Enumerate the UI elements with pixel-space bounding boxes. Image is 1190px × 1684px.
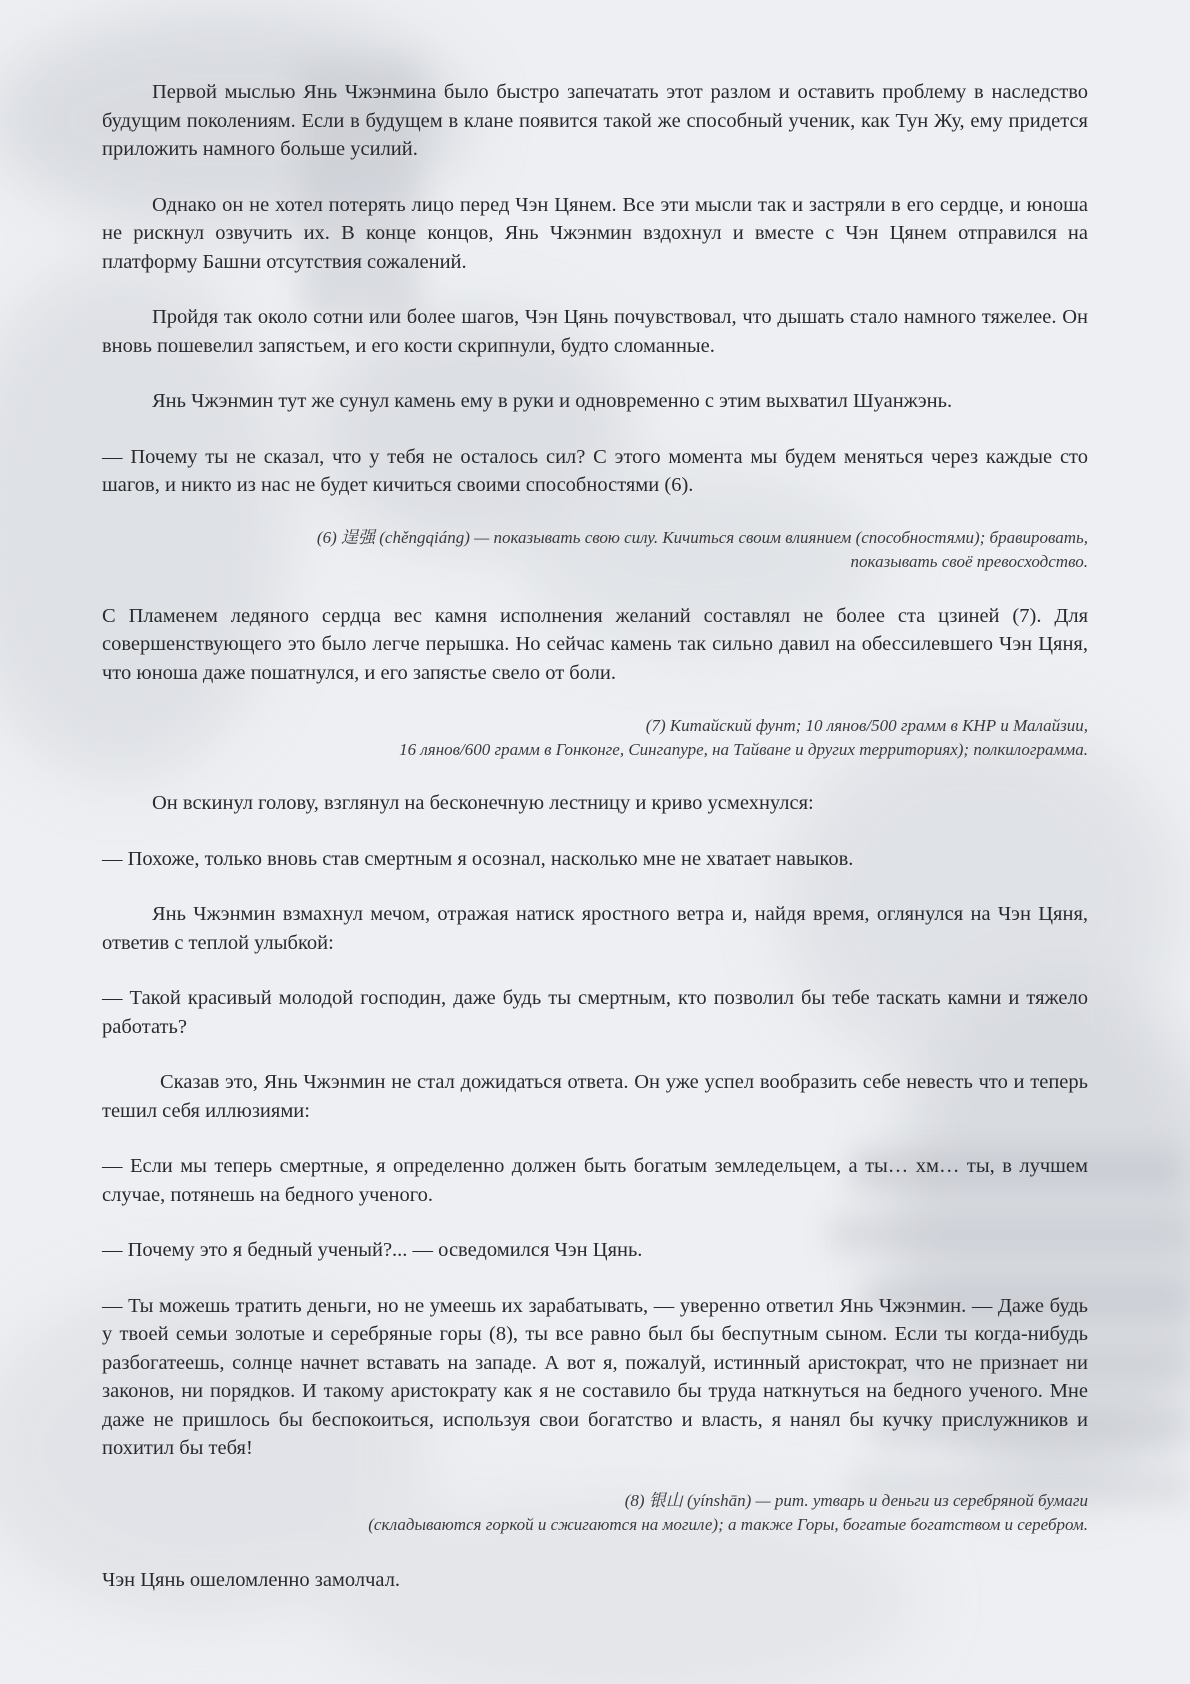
paragraph-8-dialogue: — Похоже, только вновь став смертным я осознал, насколько мне не хватает навыков. (102, 847, 854, 870)
paragraph-14-dialogue: — Ты можешь тратить деньги, но не умеешь их зарабатывать, — уверенно ответил Янь Чжэнмин. — Даже будь у твоей семьи золотые и серебряные горы (8), ты все равно был бы беспутным сыном. Если ты когда-нибудь разбогатеешь, солнце начнет вставать на западе. А вот я, пожалуй, истинный аристократ, что не признает ни законов, ни порядков. И такому аристократу как я не составило бы труда наткнуться на бедного ученого. Мне даже не пришлось бы беспокоиться, используя свои богатство и власть, я нанял бы кучку прислужников и похитил бы тебя! (102, 1294, 1088, 1459)
paragraph-3: Пройдя так около сотни или более шагов, Чэн Цянь почувствовал, что дышать стало намного тяжелее. Он вновь пошевелил запястьем, и его кости скрипнули, будто сломанные. (102, 306, 1088, 357)
footnote-8-line-1: (8) 银山 (yínshān) — рит. утварь и деньги из серебряной бумаги (624, 1490, 1088, 1510)
paragraph-4: Янь Чжэнмин тут же сунул камень ему в руки и одновременно с этим выхватил Шуанжэнь. (152, 390, 953, 412)
footnote-6-line-2: показывать своё превосходство. (850, 551, 1088, 571)
paragraph-1: Первой мыслью Янь Чжэнмина было быстро запечатать этот разлом и оставить проблему в наследство будущим поколениям. Если в будущем в клане появится такой же способный ученик, как Тун Жу, ему придется приложить намного больше усилий. (102, 81, 1088, 160)
footnote-7 (102, 714, 1088, 762)
paragraph-11: Сказав это, Янь Чжэнмин не стал дожидаться ответа. Он уже успел вообразить себе невесть что и теперь тешил себя иллюзиями: (102, 1071, 1088, 1122)
footnote-6-line-1: (6) 逞强 (chěngqiáng) — показывать свою силу. Кичиться своим влиянием (способностями); бравировать, (316, 527, 1088, 547)
footnote-8 (102, 1489, 1088, 1537)
paragraph-6: С Пламенем ледяного сердца вес камня исполнения желаний составлял не более ста цзиней (7). Для совершенствующего это было легче перышка. Но сейчас камень так сильно давил на обессилевшего Чэн Цяня, что юноша даже пошатнулся, и его запястье свело от боли. (102, 604, 1088, 684)
paragraph-9: Янь Чжэнмин взмахнул мечом, отражая натиск яростного ветра и, найдя время, оглянулся на Чэн Цяня, ответив с теплой улыбкой: (102, 903, 1088, 954)
paragraph-15: Чэн Цянь ошеломленно замолчал. (102, 1568, 401, 1591)
footnote-7-line-2: 16 лянов/600 грамм в Гонконге, Сингапуре, на Тайване и других территориях); полкилограмма. (399, 740, 1088, 759)
paragraph-13-dialogue: — Почему это я бедный ученый?... — осведомился Чэн Цянь. (102, 1239, 643, 1261)
paragraph-2: Однако он не хотел потерять лицо перед Чэн Цянем. Все эти мысли так и застряли в его сердце, и юноша не рискнул озвучить их. В конце концов, Янь Чжэнмин вздохнул и вместе с Чэн Цянем отправился на платформу Башни отсутствия сожалений. (102, 193, 1088, 273)
paragraph-10-dialogue: — Такой красивый молодой господин, даже будь ты смертным, кто позволил бы тебе таскать камни и тяжело работать? (102, 987, 1088, 1038)
footnote-8-line-2: (складываются горкой и сжигаются на могиле); а также Горы, богатые богатством и серебром. (368, 1514, 1088, 1534)
paragraph-7: Он вскинул голову, взглянул на бесконечную лестницу и криво усмехнулся: (152, 792, 814, 814)
paragraph-5-dialogue: — Почему ты не сказал, что у тебя не осталось сил? С этого момента мы будем меняться через каждые сто шагов, и никто из нас не будет кичиться своими способностями (6). (102, 445, 1088, 496)
footnote-6 (102, 526, 1088, 574)
document-body (102, 78, 1088, 1594)
footnote-7-line-1: (7) Китайский фунт; 10 лянов/500 грамм в КНР и Малайзии, (645, 716, 1088, 735)
paragraph-12-dialogue: — Если мы теперь смертные, я определенно должен быть богатым земледельцем, а ты… хм… ты, в лучшем случае, потянешь на бедного ученого. (102, 1155, 1088, 1206)
